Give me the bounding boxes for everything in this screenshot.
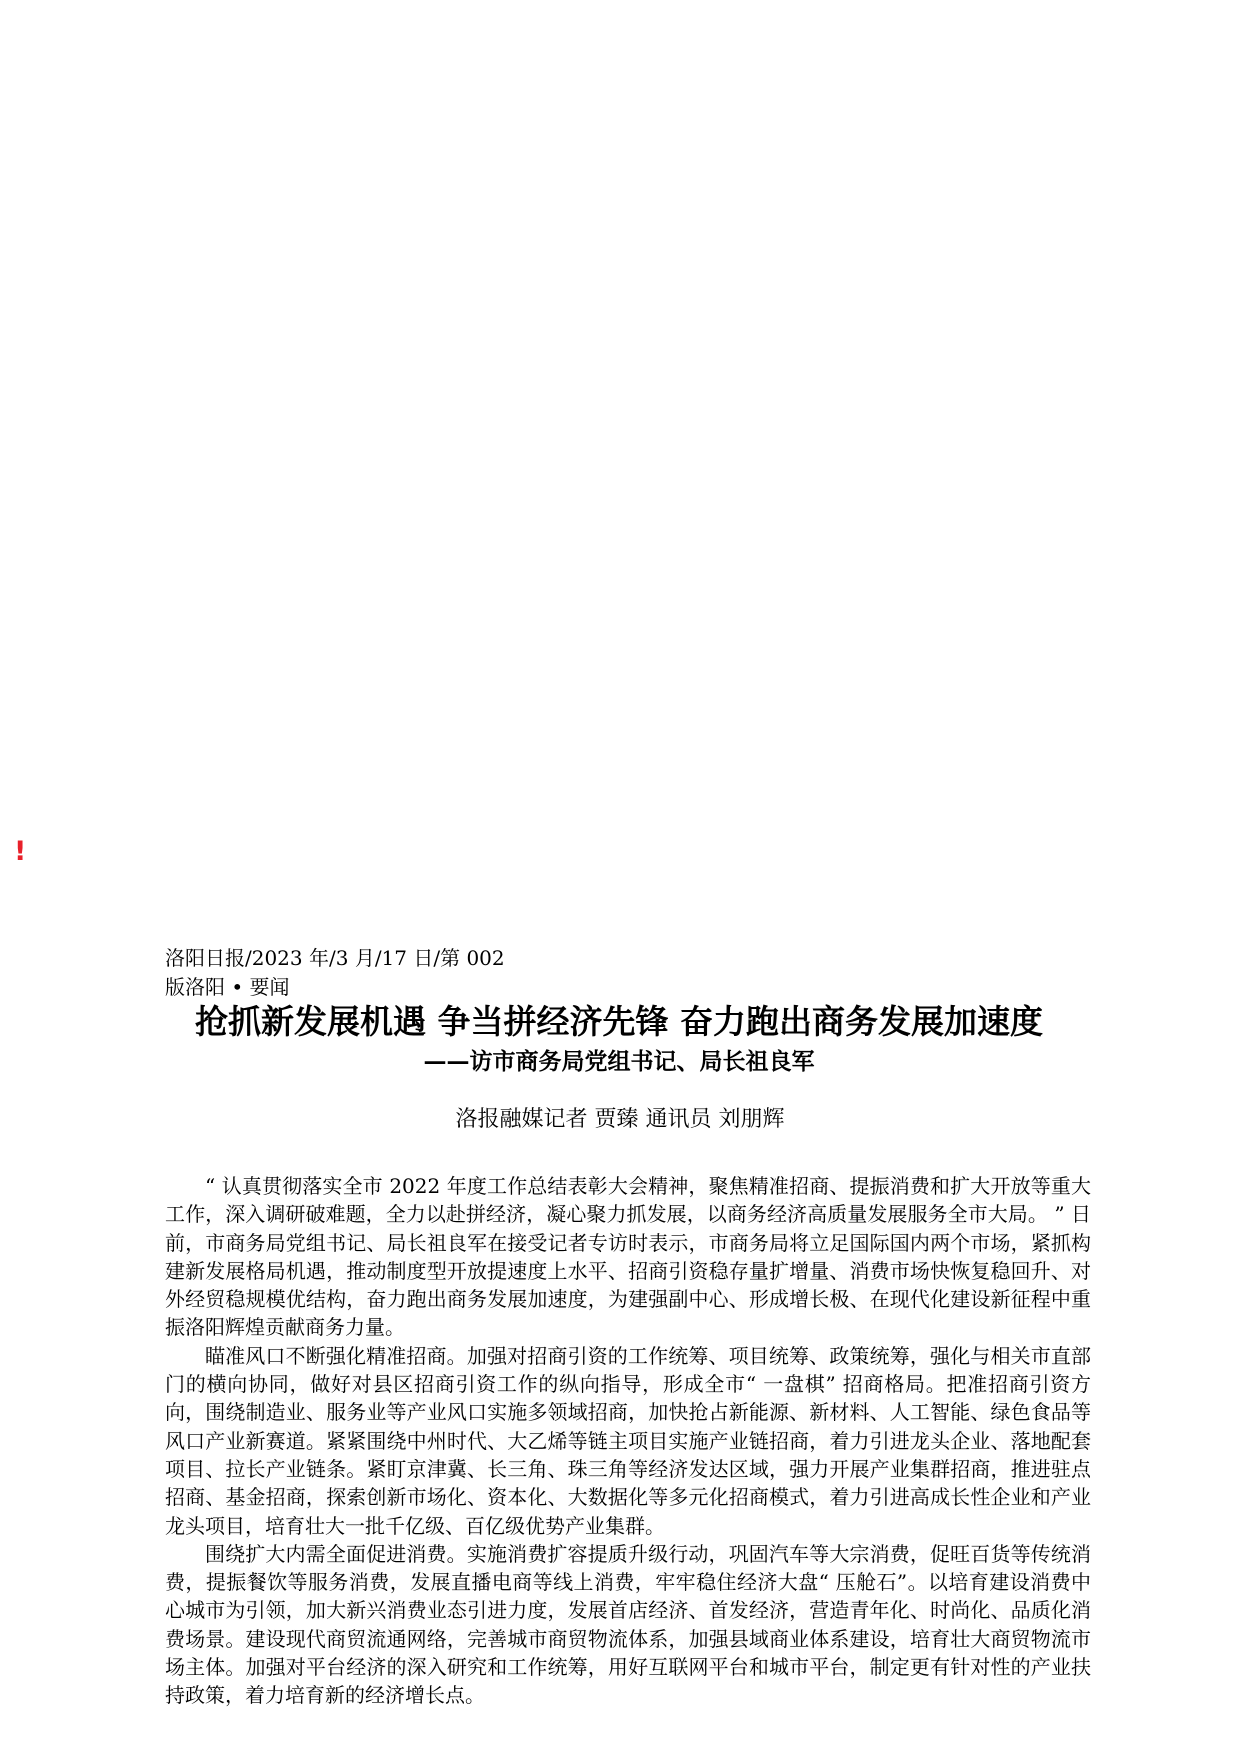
byline: 洛报融媒记者 贾臻 通讯员 刘朋辉 <box>455 1107 785 1132</box>
source-line-2: 版洛阳 • 要闻 <box>165 975 290 999</box>
source-line-1: 洛阳日报/2023 年/3 月/17 日/第 002 <box>165 946 505 970</box>
source-line <box>165 944 505 1002</box>
paragraph-intro: “ 认真贯彻落实全市 2022 年度工作总结表彰大会精神，聚焦精准招商、提振消费和扩大开放等重大工作，深入调研破难题，全力以赴拼经济，凝心聚力抓发展，以商务经济高质量发展服务全市大局。 ” 日前，市商务局党组书记、局长祖良军在接受记者专访时表示，市商务局将立足国际国内两个市场，紧抓构建新发展格局机遇，推动制度型开放提速度上水平、招商引资稳存量扩增量、消费市场快恢复稳回升、对外经贸稳规模优结构，奋力跑出商务发展加速度，为建强副中心、形成增长极、在现代化建设新征程中重振洛阳辉煌贡献商务力量。 <box>165 1174 1091 1340</box>
paragraph-investment: 瞄准风口不断强化精准招商。加强对招商引资的工作统筹、项目统筹、政策统筹，强化与相关市直部门的横向协同，做好对县区招商引资工作的纵向指导，形成全市“ 一盘棋” 招商格局。把准招商引资方向，围绕制造业、服务业等产业风口实施多领域招商，加快抢占新能源、新材料、人工智能、绿色食品等风口产业新赛道。紧紧围绕中州时代、大乙烯等链主项目实施产业链招商，着力引进龙头企业、落地配套项目、拉长产业链条。紧盯京津冀、长三角、珠三角等经济发达区域，强力开展产业集群招商，推进驻点招商、基金招商，探索创新市场化、资本化、大数据化等多元化招商模式，着力引进高成长性企业和产业龙头项目，培育壮大一批千亿级、百亿级优势产业集群。 <box>165 1343 1091 1538</box>
article-subtitle: ——访市商务局党组书记、局长祖良军 <box>423 1048 815 1075</box>
red-exclamation-mark: ! <box>14 836 27 867</box>
article-title: 抢抓新发展机遇 争当拼经济先锋 奋力跑出商务发展加速度 <box>195 1002 1043 1041</box>
paragraph-consumption: 围绕扩大内需全面促进消费。实施消费扩容提质升级行动，巩固汽车等大宗消费，促旺百货等传统消费，提振餐饮等服务消费，发展直播电商等线上消费，牢牢稳住经济大盘“ 压舱石”。以培育建设消费中心城市为引领，加大新兴消费业态引进力度，发展首店经济、首发经济，营造青年化、时尚化、品质化消费场景。建设现代商贸流通网络，完善城市商贸物流体系，加强县域商业体系建设，培育壮大商贸物流市场主体。加强对平台经济的深入研究和工作统筹，用好互联网平台和城市平台，制定更有针对性的产业扶持政策，着力培育新的经济增长点。 <box>165 1541 1091 1708</box>
article-body <box>165 1172 1091 1710</box>
